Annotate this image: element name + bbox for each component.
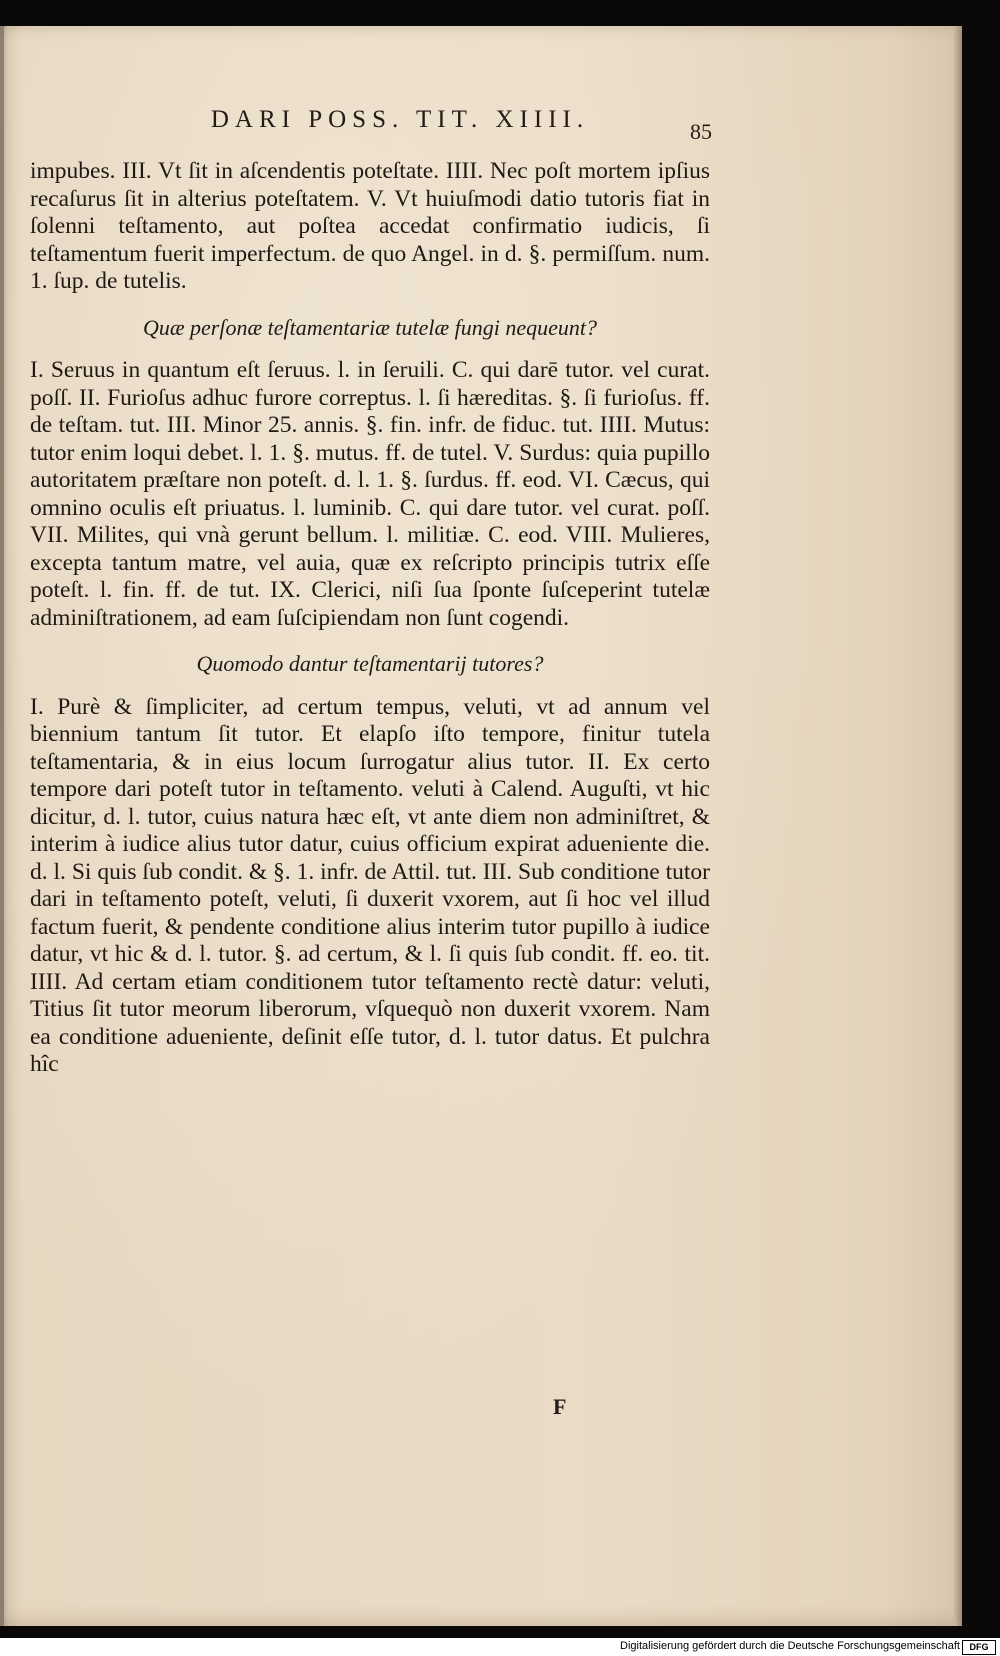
paragraph-2: I. Seruus in quantum eſt ſeruus. l. in ſeruili. C. qui darē tutor. vel curat. poſſ. II. Furioſus adhuc furore correptus. l. ſi hæreditas. §. ſi furioſus. ff. de teſtam. tut. III. Minor 25. annis. §. fin. infr. de fiduc. tut. IIII. Mutus: tutor enim loqui debet. l. 1. §. mutus. ff. de tutel. V. Surdus: quia pupillo autoritatem præſtare non poteſt. d. l. 1. §. ſurdus. ff. eod. VI. Cæcus, qui omnino oculis eſt priuatus. l. luminib. C. qui dare tutor. vel curat. poſſ. VII. Milites, qui vnà gerunt bellum. l. militiæ. C. eod. VIII. Mulieres, excepta tantum matre, vel auia, quæ ex reſcripto principis tutrix eſſe poteſt. l. fin. ff. de tut. IX. Clerici, niſi ſua ſponte ſuſceperint tutelæ adminiſtrationem, ad eam ſuſcipiendam non ſunt cogendi.: [30, 357, 710, 631]
paragraph-1: impubes. III. Vt ſit in aſcendentis poteſtate. IIII. Nec poſt mortem ipſius recaſurus ſit in alterius poteſtatem. V. Vt huiuſmodi datio tutoris fiat in ſolenni teſtamento, aut poſtea accedat confirmatio iudicis, ſi teſtamentum fuerit imperfectum. de quo Angel. in d. §. permiſſum. num. 1. ſup. de tutelis.: [30, 158, 710, 294]
running-head: DARI POSS. TIT. XIIII.: [210, 106, 590, 133]
signature-mark: F: [553, 1394, 567, 1419]
section-heading-2: Quomodo dantur teſtamentarij tutores?: [196, 651, 544, 676]
page-edge: [954, 26, 962, 1626]
paragraph-3: I. Purè & ſimpliciter, ad certum tempus, veluti, vt ad annum vel biennium tantum ſit tutor. Et elapſo iſto tempore, finitur tutela teſtamentaria, & in eius locum ſurrogatur alius tutor. II. Ex certo tempore dari poteſt tutor in teſtamento. veluti à Calend. Auguſti, vt hic dicitur, d. l. tutor, cuius natura hæc eſt, vt ante diem non adminiſtret, & interim à iudice alius tutor datur, cuius officium expirat adueniente die. d. l. Si quis ſub condit. & §. 1. infr. de Attil. tut. III. Sub conditione tutor dari in teſtamento poteſt, veluti, ſi duxerit vxorem, aut ſi hoc vel illud factum fuerit, & pendente conditione alius interim tutor pupillo à iudice datur, vt hic & d. l. tutor. §. ad certum, & l. ſi quis ſub condit. ff. eo. tit. IIII. Ad certam etiam conditionem tutor teſtamento rectè datur: veluti, Titius ſit tutor meorum liberorum, vſquequò non duxerit vxorem. Nam ea conditione adueniente, deſinit eſſe tutor, d. l. tutor datus. Et pulchra hîc: [30, 693, 710, 1077]
text-block: [30, 158, 710, 1079]
book-page: [0, 26, 962, 1626]
page-number: 85: [690, 119, 712, 144]
footer-credit: Digitalisierung gefördert durch die Deutsche Forschungsgemeinschaft: [620, 1640, 960, 1652]
section-heading-1: Quæ perſonæ teſtamentariæ tutelæ fungi nequeunt?: [142, 314, 598, 340]
page-gutter: [0, 26, 4, 1626]
dfg-logo: DFG: [962, 1640, 996, 1655]
